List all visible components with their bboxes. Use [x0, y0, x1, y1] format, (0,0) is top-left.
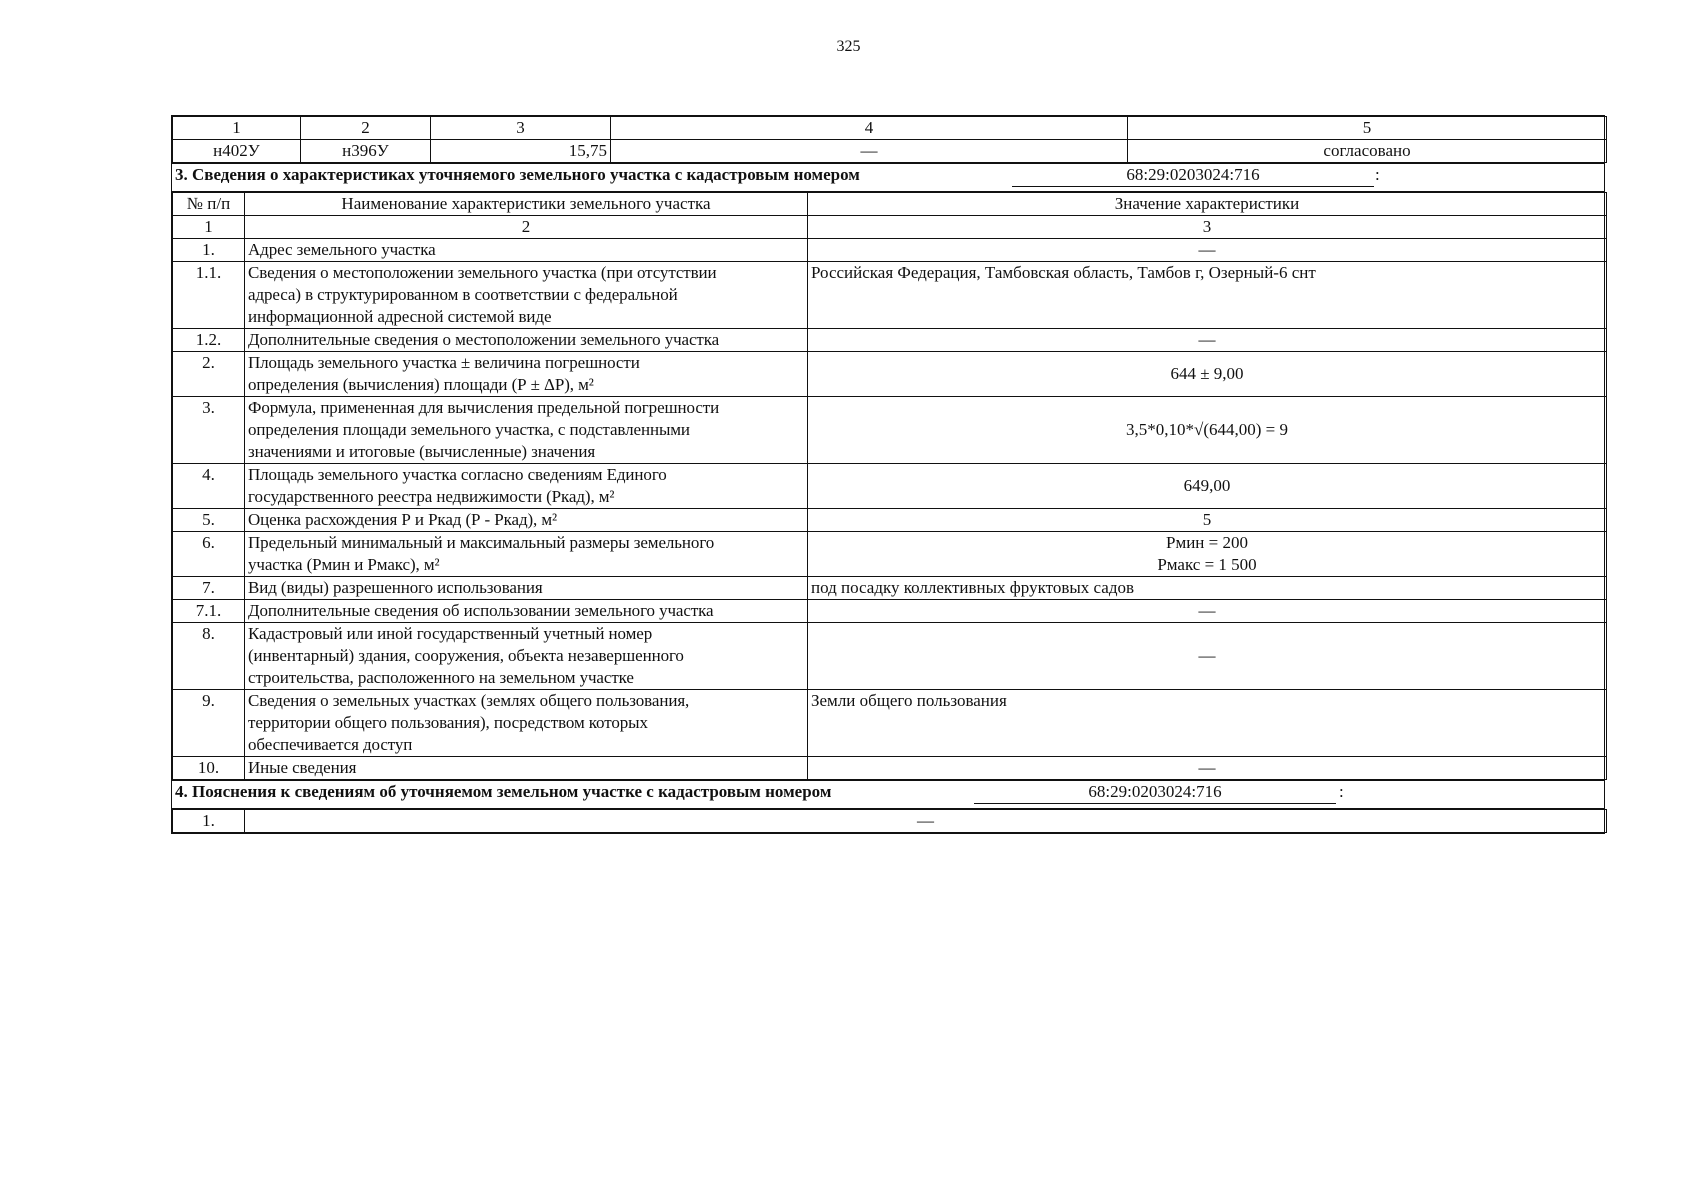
boundary-header-cell: 4	[611, 117, 1128, 140]
row-number: 7.1.	[173, 600, 245, 623]
section4-colon: :	[1339, 782, 1344, 801]
characteristic-name	[245, 262, 808, 329]
characteristic-name-line: Площадь земельного участка согласно сведениям Единого	[248, 465, 667, 484]
characteristic-row	[173, 623, 1607, 690]
page-number: 325	[836, 38, 861, 55]
section3-colon: :	[1375, 165, 1380, 184]
characteristic-name	[245, 464, 808, 509]
land-plot-document	[171, 115, 1605, 834]
boundary-cell: 15,75	[431, 140, 611, 163]
characteristic-value	[808, 690, 1607, 757]
row-number: 8.	[173, 623, 245, 690]
characteristic-row	[173, 352, 1607, 397]
characteristic-value	[808, 757, 1607, 780]
characteristic-value	[808, 600, 1607, 623]
boundary-header-cell: 1	[173, 117, 301, 140]
boundary-table	[172, 116, 1607, 163]
header-number-cell: 1	[173, 216, 245, 239]
characteristic-row	[173, 464, 1607, 509]
characteristic-value-line: —	[1198, 758, 1216, 777]
header-name: Наименование характеристики земельного участка	[245, 193, 808, 216]
characteristic-row	[173, 600, 1607, 623]
boundary-cell: н396У	[301, 140, 431, 163]
characteristic-name-line: государственного реестра недвижимости (Ркад), м²	[248, 487, 615, 506]
row-number: 1.	[173, 239, 245, 262]
row-number: 1.2.	[173, 329, 245, 352]
header-number-cell: 2	[245, 216, 808, 239]
characteristic-row	[173, 532, 1607, 577]
characteristics-header-numbers	[173, 216, 1607, 239]
boundary-cell: —	[611, 140, 1128, 163]
characteristic-name	[245, 532, 808, 577]
characteristic-name	[245, 623, 808, 690]
characteristic-row	[173, 690, 1607, 757]
characteristics-rows	[173, 239, 1607, 780]
characteristic-name	[245, 600, 808, 623]
characteristic-name-line: информационной адресной системой виде	[248, 307, 552, 326]
explanation-value: —	[245, 810, 1607, 833]
characteristic-name-line: Оценка расхождения Р и Ркад (Р - Ркад), м²	[248, 510, 558, 529]
characteristic-name	[245, 329, 808, 352]
characteristic-name-line: Вид (виды) разрешенного использования	[248, 578, 543, 597]
row-number: 10.	[173, 757, 245, 780]
characteristic-name	[245, 239, 808, 262]
characteristic-row	[173, 262, 1607, 329]
characteristic-value-line: под посадку коллективных фруктовых садов	[811, 578, 1134, 597]
characteristic-value	[808, 532, 1607, 577]
characteristic-name-line: территории общего пользования), посредством которых	[248, 713, 648, 732]
row-number: 9.	[173, 690, 245, 757]
characteristic-value-line: Российская Федерация, Тамбовская область, Тамбов г, Озерный-6 снт	[811, 263, 1316, 282]
characteristic-value-line: 3,5*0,10*√(644,00) = 9	[1126, 420, 1288, 439]
characteristic-name-line: Площадь земельного участка ± величина погрешности	[248, 353, 640, 372]
characteristic-name-line: Адрес земельного участка	[248, 240, 436, 259]
row-number: 2.	[173, 352, 245, 397]
characteristic-value-line: 649,00	[1183, 476, 1231, 495]
section4-title: 4. Пояснения к сведениям об уточняемом земельном участке с кадастровым номером	[175, 782, 832, 801]
boundary-table-row	[173, 140, 1607, 163]
section3-cadastral-number: 68:29:0203024:716	[1012, 164, 1374, 187]
characteristic-value-line: Земли общего пользования	[811, 691, 1007, 710]
characteristic-value-line: 644 ± 9,00	[1170, 364, 1244, 383]
characteristic-value-line: 5	[1202, 510, 1212, 529]
boundary-header-cell: 3	[431, 117, 611, 140]
characteristic-row	[173, 577, 1607, 600]
characteristic-name	[245, 397, 808, 464]
section4-cadastral-number: 68:29:0203024:716	[974, 781, 1336, 804]
row-number: 5.	[173, 509, 245, 532]
characteristic-name-line: Иные сведения	[248, 758, 357, 777]
boundary-cell: н402У	[173, 140, 301, 163]
characteristic-value-line: —	[1198, 601, 1216, 620]
characteristic-name	[245, 577, 808, 600]
characteristic-value	[808, 623, 1607, 690]
characteristic-value	[808, 577, 1607, 600]
characteristic-name-line: Кадастровый или иной государственный учетный номер	[248, 624, 653, 643]
characteristic-name	[245, 690, 808, 757]
characteristic-value	[808, 239, 1607, 262]
header-number-cell: 3	[808, 216, 1607, 239]
row-number: 6.	[173, 532, 245, 577]
characteristic-name-line: участка (Рмин и Рмакс), м²	[248, 555, 440, 574]
characteristics-table	[172, 192, 1607, 780]
explanations-table	[172, 809, 1607, 833]
characteristic-row	[173, 329, 1607, 352]
characteristic-value	[808, 464, 1607, 509]
characteristic-name-line: Формула, примененная для вычисления предельной погрешности	[248, 398, 720, 417]
boundary-cell: согласовано	[1128, 140, 1607, 163]
boundary-header-cell: 5	[1128, 117, 1607, 140]
characteristic-name-line: Сведения о местоположении земельного участка (при отсутствии	[248, 263, 717, 282]
characteristic-name-line: Сведения о земельных участках (землях общего пользования,	[248, 691, 690, 710]
characteristic-name-line: (инвентарный) здания, сооружения, объекта незавершенного	[248, 646, 684, 665]
characteristic-value	[808, 262, 1607, 329]
row-number: 4.	[173, 464, 245, 509]
characteristic-value-line: —	[1198, 240, 1216, 259]
characteristic-name-line: значениями и итоговые (вычисленные) значения	[248, 442, 596, 461]
characteristics-header	[173, 193, 1607, 216]
row-number: 3.	[173, 397, 245, 464]
characteristic-value-line: Рмакс = 1 500	[1157, 555, 1257, 574]
explanations-rows	[173, 810, 1607, 833]
section3-title-row	[172, 163, 1604, 192]
characteristic-name	[245, 757, 808, 780]
header-num: № п/п	[173, 193, 245, 216]
characteristic-row	[173, 397, 1607, 464]
characteristic-name-line: Дополнительные сведения о местоположении земельного участка	[248, 330, 720, 349]
characteristic-value	[808, 509, 1607, 532]
characteristic-row	[173, 509, 1607, 532]
row-number: 1.	[173, 810, 245, 833]
characteristic-name-line: обеспечивается доступ	[248, 735, 413, 754]
characteristic-row	[173, 757, 1607, 780]
characteristic-name-line: строительства, расположенного на земельном участке	[248, 668, 634, 687]
characteristic-value-line: —	[1198, 330, 1216, 349]
characteristic-name-line: определения (вычисления) площади (Р ± ΔР), м²	[248, 375, 594, 394]
section3-title: 3. Сведения о характеристиках уточняемого земельного участка с кадастровым номером	[175, 165, 860, 184]
boundary-table-header	[173, 117, 1607, 140]
explanation-row	[173, 810, 1607, 833]
characteristic-name-line: Дополнительные сведения об использовании земельного участка	[248, 601, 714, 620]
characteristic-name	[245, 509, 808, 532]
characteristic-value	[808, 329, 1607, 352]
boundary-header-cell: 2	[301, 117, 431, 140]
characteristic-value-line: Рмин = 200	[1166, 533, 1248, 552]
row-number: 7.	[173, 577, 245, 600]
characteristic-name-line: адреса) в структурированном в соответствии с федеральной	[248, 285, 678, 304]
header-value: Значение характеристики	[808, 193, 1607, 216]
row-number: 1.1.	[173, 262, 245, 329]
characteristic-value	[808, 352, 1607, 397]
characteristic-value	[808, 397, 1607, 464]
section4-title-row	[172, 780, 1604, 809]
characteristic-name-line: Предельный минимальный и максимальный размеры земельного	[248, 533, 715, 552]
characteristic-row	[173, 239, 1607, 262]
characteristic-name-line: определения площади земельного участка, с подставленными	[248, 420, 690, 439]
characteristic-value-line: —	[1198, 646, 1216, 665]
characteristic-name	[245, 352, 808, 397]
